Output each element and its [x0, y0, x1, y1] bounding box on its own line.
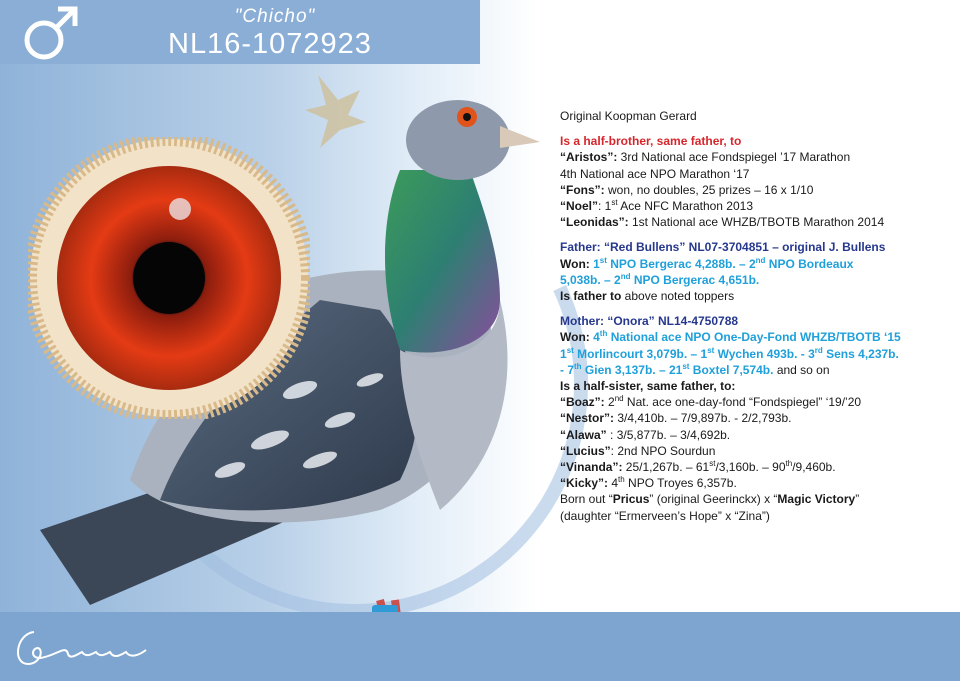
list-item: “Fons”: won, no doubles, 25 prizes – 16 x 1/10 — [560, 182, 814, 197]
daughter-line: (daughter “Ermerveen’s Hope” x “Zina”) — [560, 508, 770, 523]
signature-logo — [6, 614, 156, 674]
pigeon-name: "Chicho" — [234, 6, 316, 27]
half-brother-heading: Is a half-brother, same father, to — [560, 134, 742, 149]
mother-results-2: 1st Morlincourt 3,079b. – 1st Wychen 493b. - 3rd Sens 4,237b. — [560, 345, 899, 361]
father-heading: Father: “Red Bullens” NL07-3704851 – original J. Bullens — [560, 240, 886, 255]
pedigree-text — [560, 108, 955, 524]
list-item: 4th National ace NPO Marathon ‘17 — [560, 166, 750, 181]
list-item: “Nestor”: 3/4,410b. – 7/9,897b. - 2/2,793b. — [560, 411, 792, 426]
mother-results: Won: 4th National ace NPO One-Day-Fond WHZB/TBOTB ‘15 — [560, 329, 901, 345]
male-symbol-icon — [20, 4, 82, 62]
breeder-line: Original Koopman Gerard — [560, 109, 697, 123]
list-item: “Vinanda”: 25/1,267b. – 61st/3,160b. – 90th/9,460b. — [560, 459, 836, 475]
father-results: Won: 1st NPO Bergerac 4,288b. – 2nd NPO Bordeaux — [560, 255, 854, 271]
father-results-cont: 5,038b. – 2nd NPO Bergerac 4,651b. — [560, 271, 760, 287]
born-out-line: Born out “Pricus” (original Geerinckx) x “Magic Victory” — [560, 492, 860, 507]
list-item: “Lucius”: 2nd NPO Sourdun — [560, 443, 716, 458]
eye-closeup — [28, 137, 310, 419]
mother-heading: Mother: “Onora” NL14-4750788 — [560, 314, 739, 329]
list-item: “Kicky”: 4th NPO Troyes 6,357b. — [560, 475, 737, 491]
list-item: “Leonidas”: 1st National ace WHZB/TBOTB Marathon 2014 — [560, 215, 885, 230]
ring-number: NL16-1072923 — [168, 28, 372, 60]
father-note: Is father to above noted toppers — [560, 289, 735, 304]
list-item: “Boaz”: 2nd Nat. ace one-day-fond “Fondspiegel” ‘19/’20 — [560, 394, 862, 410]
list-item: “Alawa” : 3/5,877b. – 3/4,692b. — [560, 427, 731, 442]
mother-results-3: - 7th Gien 3,137b. – 21st Boxtel 7,574b. and so on — [560, 361, 830, 377]
half-sister-heading: Is a half-sister, same father, to: — [560, 379, 736, 394]
list-item: “Aristos”: 3rd National ace Fondspiegel ’17 Marathon — [560, 150, 851, 165]
list-item: “Noel”: 1st Ace NFC Marathon 2013 — [560, 198, 753, 214]
